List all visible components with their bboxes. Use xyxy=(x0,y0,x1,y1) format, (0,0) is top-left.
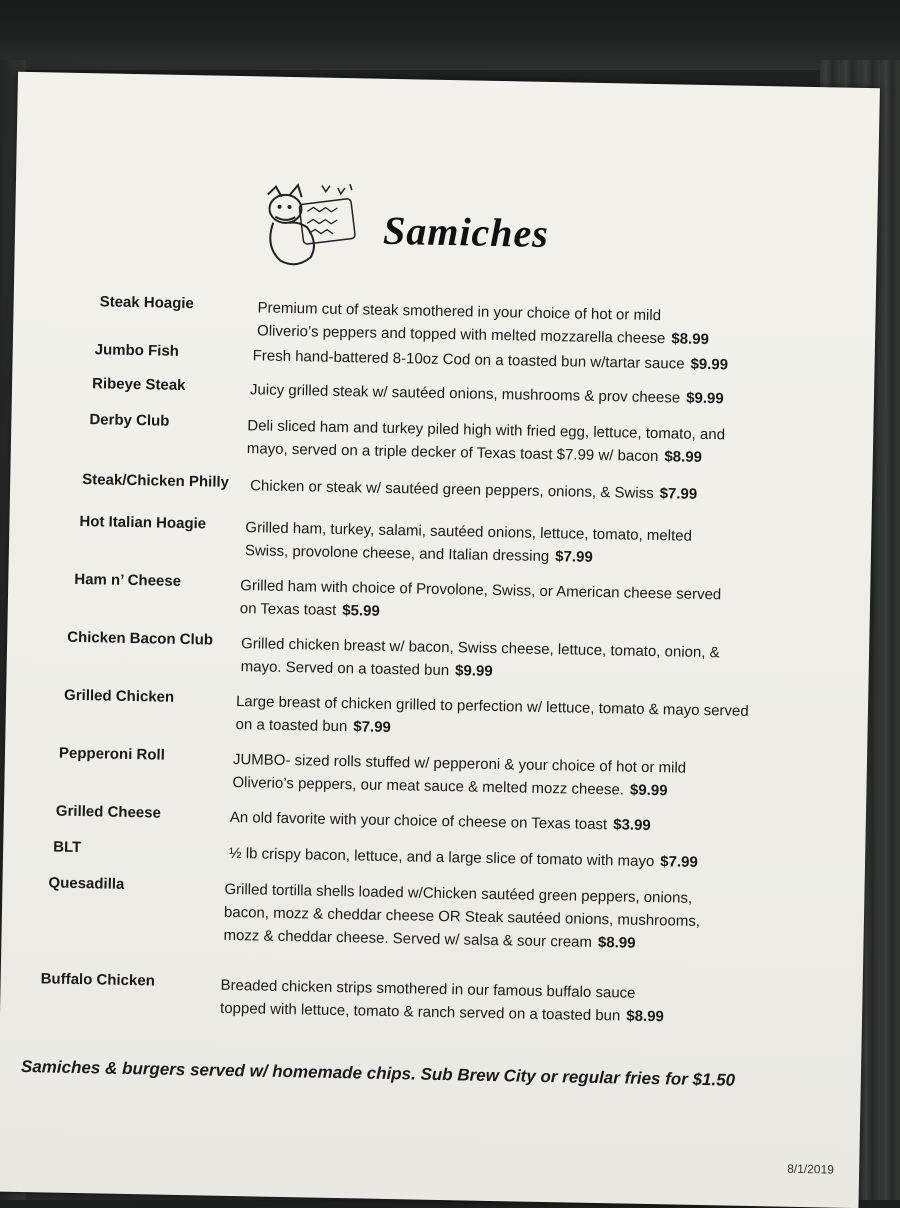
menu-item-description-line: Breaded chicken strips smothered in our famous buffalo sauce xyxy=(220,976,636,1002)
menu-item-description xyxy=(240,574,722,629)
menu-item-description-line: Premium cut of steak smothered in your choice of hot or mild xyxy=(257,299,662,325)
menu-item-description-line: on Texas toast $5.99 xyxy=(239,600,380,620)
menu-item-name: BLT xyxy=(53,838,82,857)
menu-item-name: Pepperoni Roll xyxy=(58,744,165,764)
menu-item-price: $8.99 xyxy=(597,934,636,952)
menu-item xyxy=(6,686,868,737)
menu-item-price: $7.99 xyxy=(353,718,392,737)
menu-item-description-line: Grilled ham, turkey, salami, sautéed onions, lettuce, tomato, melted xyxy=(245,519,693,545)
menu-item-price: $8.99 xyxy=(626,1007,665,1026)
menu-item-price: $7.99 xyxy=(555,548,593,566)
menu-item-description xyxy=(235,690,749,746)
menu-item-description-line: topped with lettuce, tomato & ranch served on a toasted bun $8.99 xyxy=(219,999,665,1026)
menu-item-description xyxy=(245,516,692,571)
menu-item-description-line: Chicken or steak w/ sautéed green peppers, onions, & Swiss $7.99 xyxy=(250,477,698,503)
menu-item xyxy=(1,970,863,1026)
menu-header xyxy=(244,176,646,294)
menu-item-description xyxy=(229,842,698,874)
menu-item-description xyxy=(247,414,726,469)
background-top xyxy=(0,0,900,70)
menu-item xyxy=(14,292,876,349)
menu-item-description-line: Large breast of chicken grilled to perfection w/ lettuce, tomato & mayo served xyxy=(235,693,749,720)
menu-item-description-line: Swiss, provolone cheese, and Italian dressing $7.99 xyxy=(244,542,593,566)
menu-item-description xyxy=(230,806,651,837)
menu-item-description-line: JUMBO- sized rolls stuffed w/ pepperoni & your choice of hot or mild xyxy=(232,750,687,777)
menu-item xyxy=(5,744,867,800)
menu-item-name: Ham n’ Cheese xyxy=(74,570,182,590)
menu-item-description-line: mozz & cheddar cheese. Served w/ salsa & sour cream $8.99 xyxy=(223,926,636,952)
menu-item-description-line: bacon, mozz & cheddar cheese OR Steak sautéed onions, mushrooms, xyxy=(223,903,701,930)
menu-item-description xyxy=(250,474,697,506)
menu-item-price: $5.99 xyxy=(342,602,380,620)
menu-title: Samiches xyxy=(382,207,550,256)
menu-item-price: $9.99 xyxy=(454,662,493,680)
menu-item-price: $7.99 xyxy=(659,485,698,503)
menu-item-name: Derby Club xyxy=(89,411,170,430)
menu-item-description-line: Oliverio’s peppers, our meat sauce & melted mozz cheese. $9.99 xyxy=(232,773,668,800)
menu-item xyxy=(12,374,874,408)
menu-item xyxy=(3,838,865,871)
menu-item-name: Grilled Chicken xyxy=(63,686,175,706)
menu-item-description-line: Grilled tortilla shells loaded w/Chicken sautéed green peppers, onions, xyxy=(224,880,693,907)
menu-item-name: Steak Hoagie xyxy=(99,293,195,313)
menu-item-price: $7.99 xyxy=(660,853,698,871)
menu-item xyxy=(10,470,872,503)
menu-item-name: Hot Italian Hoagie xyxy=(79,512,207,533)
menu-item-description-line: Oliverio’s peppers and topped with melted mozzarella cheese $8.99 xyxy=(256,322,710,349)
menu-item-description xyxy=(220,974,665,1029)
menu-item-description-line: mayo. Served on a toasted bun $9.99 xyxy=(240,658,493,680)
menu-item-price: $8.99 xyxy=(671,330,710,349)
menu-item-description-line: Fresh hand-battered 8-10oz Cod on a toasted bun w/tartar sauce $9.99 xyxy=(252,347,729,374)
menu-item-name: Buffalo Chicken xyxy=(40,970,155,990)
menu-item-name: Steak/Chicken Philly xyxy=(82,471,230,491)
menu-item-name: Ribeye Steak xyxy=(91,375,186,394)
menu-item-price: $9.99 xyxy=(690,355,729,374)
menu-item-description xyxy=(223,878,700,956)
chef-pig-logo xyxy=(244,176,366,278)
menu-item-description-line: on a toasted bun $7.99 xyxy=(235,716,392,737)
menu-footer-note: Samiches & burgers served w/ homemade chips. Sub Brew City or regular fries for $1.50 xyxy=(20,1056,736,1090)
menu-item-description xyxy=(250,378,724,410)
menu-item-description-line: Grilled chicken breast w/ bacon, Swiss cheese, lettuce, tomato, onion, & xyxy=(240,635,720,662)
menu-item-description-line: ½ lb crispy bacon, lettuce, and a large slice of tomato with mayo $7.99 xyxy=(228,844,698,871)
menu-item-price: $3.99 xyxy=(613,816,651,835)
menu-item-description xyxy=(232,748,686,803)
menu-item-price: $8.99 xyxy=(664,448,703,466)
menu-item xyxy=(7,628,869,680)
menu-page xyxy=(0,72,880,1208)
menu-item-name: Grilled Cheese xyxy=(55,802,162,822)
menu-item-price: $9.99 xyxy=(685,389,724,408)
menu-item xyxy=(12,410,874,466)
menu-item xyxy=(9,570,871,620)
menu-item-description-line: Deli sliced ham and turkey piled high with fried egg, lettuce, tomato, and xyxy=(247,417,726,444)
menu-item-price: $9.99 xyxy=(629,781,668,800)
menu-item-name: Jumbo Fish xyxy=(94,341,180,360)
menu-item-description-line: mayo, served on a triple decker of Texas toast $7.99 w/ bacon $8.99 xyxy=(246,440,703,466)
menu-item-description xyxy=(257,296,710,351)
menu-item-name: Chicken Bacon Club xyxy=(67,628,214,649)
menu-item-description-line: Grilled ham with choice of Provolone, Swiss, or American cheese served xyxy=(240,577,722,604)
menu-item-description xyxy=(240,632,719,687)
menu-item-name: Quesadilla xyxy=(48,874,125,893)
menu-item xyxy=(4,802,866,835)
menu-item-description-line: Juicy grilled steak w/ sautéed onions, mushrooms & prov cheese $9.99 xyxy=(249,381,724,408)
menu-date: 8/1/2019 xyxy=(787,1161,835,1177)
menu-item xyxy=(10,512,872,566)
menu-item xyxy=(3,874,865,952)
menu-item-description-line: An old favorite with your choice of cheese on Texas toast $3.99 xyxy=(229,808,651,835)
